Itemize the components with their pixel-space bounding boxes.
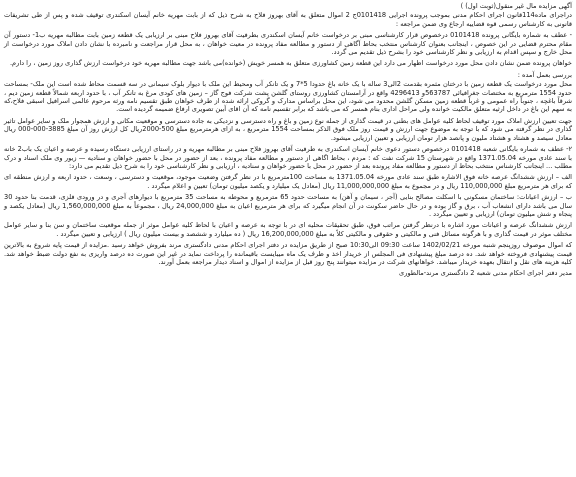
plaintiff-statement-paragraph: خواهان پرونده ضمن نشان دادن محل مورد درخواست اظهار می دارد این قطعه زمین کشاورزی متعلق به همسر خویش (خوانده)می باشد جهت مطالبه مهریه خود درخواست ارزش گذاری روز زمین ، را دارم. xyxy=(9,59,572,68)
signature-line: مدیر دفتر اجرای احکام مدنی شعبه 2 دادگستری مرند-مالطوری xyxy=(399,269,572,278)
building-valuation-paragraph: ب – ارزش اعیانات: ساختمان مسکونی با اسکلت مصالح بنایی (آجر ، سیمان و آهن) به مساحت حدود 65 مترمربع و محوطه به مساحت 35 مترمربع با دیوارهای آجری و در ورودی فلزی، قدمت بنا حدود 30 سال می باشد دارای انشعاب آب ، برق و گاز بوده و در حال حاضر سکونت در آن انجام میگیرد که برای هر مترمربع اعیان به مبلغ 24,000,000 ریال ، مجموعاً به مبلغ 1,560,000,000 ریال (معادل یکصد و پنجاه و شش میلیون تومان) ارزیابی و تعیین میگردد . xyxy=(4,193,572,218)
house-referral-paragraph: ۲- عطف به شماره بایگانی شعبه 0101418 درخصوص دستور دعوی خانم آیسان اسکندری به طرفیت آقای بهروز فلاح مبنی بر مطالبه مهریه و در راستای ارزیابی دستگاه رسیده و عرصه و اعیان یک باب2 خانه با سند عادی مورخه 1371.05.04 واقع در شهرستان 15 شرکت نفت که : مردم ، بحاظ اگاهی از دستور و مطالعه مفاد پرونده ، بعد از حضور در محل با حضور خواهان و سنادیه — زیور وی ملک اسناد و درک مطلب ... اینجانب کارشناس منتخب بحاظ از دستور و مطالعه مفاد پرونده بعد از حضور در محل با حضور خواهان و سنادیه ، ارزیابی و نظر کارشناسی خود را به شرح ذیل تقدیم می دارد: xyxy=(4,145,573,170)
auction-terms-paragraph: که اموال موصوف روزپنجم شنبه مورخه 1402/02/21 ساعت 09:30 الی10:30 صبح از طریق مزایده در دفتر اجرای احکام مدنی دادگستری مرند بفروش خواهد رسید .مزایده از قیمت پایه شروع به بالاترین قیمت پیشنهادی فروخته خواهد شد. ده درصد مبلغ پیشنهادی فی المجلس از خریدار اخذ و ظرف یک ماه میبایست باقیمانده را پرداخت نماید در غیر این صورت ده درصد واریزی به نفع دولت ضبط خواهد شد. کلیه هزینه های نقل و انتقال بعهده خریدار میباشد. خواهانهای شرکت در مزایده میتوانند پنج روز قبل از مزایده از اموال و اسناد دیدار مراجعه بعمل آورند. xyxy=(4,241,573,266)
land-description-paragraph: محل مورد درخواست یک قطعه زمین با درختان مثمره بقدمت 2الی3 ساله با یک خانه باغ حدودا 5*7 و یک تانکر آب ومحیط این ملک با دیوار بلوک سیمانی در سه قسمت محاط شده است این ملک- بمساحت حدود 1554 مترمربع به مختصات جغرافیائی 563787و 4296413 واقع در آرامستان کشاورزی روستای گلشن پشت شرکت فوج گاز – زمین های کودی مرغ به تانکر آب ، با حدود اربعه شمالاً قطعه زمین دیم ، شرقاً باغچه ، جنوباً راه عمومی و غرباً قطعه زمین مسکن گلشن محدود می شود، این محل براساس مدارک و گروکی ارائه شده از طرف خواهان طبق تقسیم نامه ورثه مرحوم عالمی اسرافیل اسبقی فلاح،که به سهم این باغ در داخل ارثیه متعلق مالکیت خوانده ولی مراحل اداری بنام همسر که می باشد که برابر تقسیم نامه که آن اقای آبین تصویری ارفاع ضمیمه گردیده است. xyxy=(4,80,572,114)
land-valuation-paragraph: جهت تعیین ارزش املاک مورد توقیف لحاظ کلیه عوامل های بطنی در قیمت گذاری از جمله نوع زمین و باغ و راه دسترسی و نزدیکی به جاده دسترسی و موقعیت مکانی و ارزش همجوار ملک و سایر عوامل تاثیر گذاری در نظر گرفته می شود که با توجه به موضوع جهت ارزش و قیمت روز ملک فوق الذکر بمساحت 1554 مترمربع ، به ازای هرمترمربع مبلغ 500-2000ریال کل ارزش روز آن مبلغ 3885-000-000 ریال معادل سیصد و هشتاد و هشتاد ملیون و پانصد هزار تومان ارزیابی و تعیین ارزیابی میشود. xyxy=(3,116,573,142)
house-land-valuation-paragraph: الف – ارزش ششدانگ عرصه خانه فوق الاشاره طبق سند عادی مورخه 1371.05.04 به مساحت 100مترمربع با در نظر گرفتن وضعیت موجود، موقعیت و دسترسی ، وسعت ، حدود اربعه و ارزش منطقه ای که برای هر مترمربع مبلغ 110,000,000 ریال و در مجموع به مبلغ 11,000,000,000 ریال (معادل یک میلیارد و یکصد میلیون تومان) تعیین و اعلام میگردد . xyxy=(4,173,572,190)
expert-referral-paragraph: - عطف به شماره بایگانی پرونده 0101418 درخصوص قرار کارشناسی مبنی بر درخواست خانم آیسان اسکندری بطرفیت آقای بهروز فلاح مبنی بر ارزیابی یک قطعه زمین بابت مطالبه مهریه ب1- دستور آن مقام محترم قضایی در این خصوص ، اینجانب بعنوان کارشناس منتخب بحاظ آگاهی از دستور و مطالعه مفاد پرونده در معیت خواهان ، به محل قرار مراجعت و نامبرده با نشان دادن املاک مورد درخواست از محل خارج و سپس اقدام به ارزیابی و نظر کارشناسی خود را بشرح ذیل تقدیم می گردد. xyxy=(4,31,572,57)
total-valuation-paragraph: ارزش ششدانگ عرصه و اعیانات مورد اشاره با درنظر گرفتن مراتب فوق، طبق تحقیقات محلیه ای در با توجه به عرصه و اعیان با لحاظ کلیه عوامل موثر از جمله موقعیت ساختمان و سن بنا و سایر عوامل مختلف موثر در قیمت گذاری و با هرگونه مسائل فنی و مالکیتی و حقوقی و مالکیتی کلاً به مبلغ 16,200,000,000 ریال ( ده میلیارد و ششصد و بیست میلیون ریال ) ارزیابی و تعیین میگردد . xyxy=(4,221,572,238)
review-heading: بررسی بعمل آمده : xyxy=(517,70,572,79)
intro-paragraph: دراجرای ماده114قانون اجرای احکام مدنی بموجب پرونده اجرایی 0101418ج 2 اموال متعلق به آقای بهروز فلاح به شرح ذیل که از بابت مهریه خانم آیسان اسکندری توقیف شده و پس از طی تشریفات قانونی به کارشناس رسمی قوه قضاییه ارجاع وی ضمن مراجعه : xyxy=(4,11,572,28)
notice-title: آگهی مزایده مال غیر منقول(ثوبت اول) ) xyxy=(460,2,572,10)
